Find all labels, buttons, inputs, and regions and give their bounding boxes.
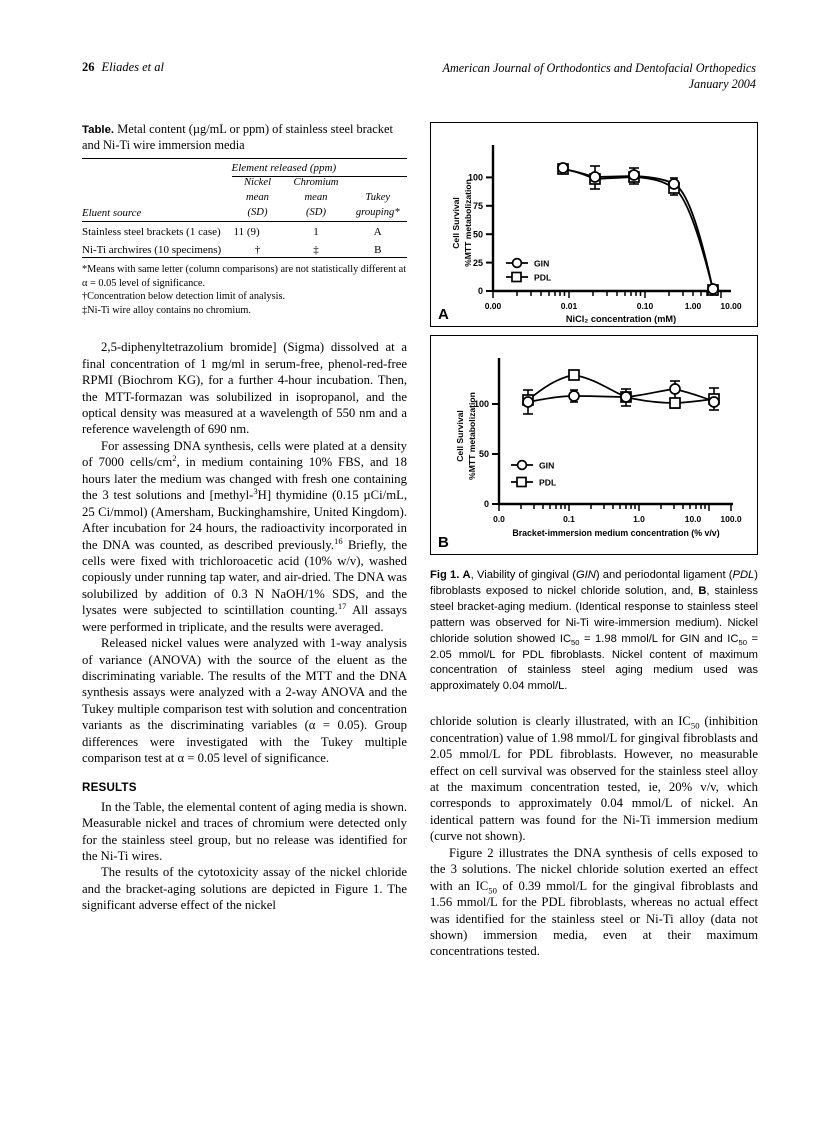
right-body-text	[430, 713, 758, 960]
legend-a-gin: GIN	[534, 258, 550, 269]
x-tick-2: 0.10	[636, 301, 654, 311]
col-header-chromium-1: Chromium	[293, 177, 339, 189]
x-tick-0: 0.00	[484, 301, 502, 311]
legend-a	[506, 259, 551, 283]
figure-1-caption	[430, 568, 758, 695]
left-column	[82, 122, 407, 914]
table-subheader-row-2	[82, 192, 407, 207]
y-tick-75: 75	[472, 201, 483, 211]
row-0-source: Stainless steel brackets (1 case)	[82, 226, 221, 239]
y-axis-label-b-line2: %MTT metabolization	[467, 392, 477, 480]
paragraph-methods-1-text: 2,5-diphenyltetrazolium bromide] (Sigma) dissolved at a final concentration of 1 mg/ml in serum-free, phenol-red-free RPMI (Biochrom KG), for a further 4-hour incubation. Then, the MTT-formazan was solubilized in isopropanol, and the optical density was measured at a wavelength of 550 nm and a reference wavelength of 690 nm.	[82, 340, 407, 437]
row-0-chromium: 1	[313, 226, 319, 239]
page-number: 26	[82, 60, 95, 74]
x-tick-b-2: 1.0	[633, 514, 645, 524]
x-tick-b-4: 100.0	[720, 514, 742, 524]
series-gin-markers-b	[523, 384, 719, 407]
table-label: Table.	[82, 124, 115, 136]
series-gin-line-a	[563, 169, 713, 290]
table-subheader-row-3	[82, 207, 407, 222]
left-body-text	[82, 339, 407, 913]
x-tick-4: 10.00	[720, 301, 742, 311]
row-0-nickel: 11 (9)	[233, 226, 260, 239]
paragraph-stats-text: Released nickel values were analyzed with 1-way analysis of variance (ANOVA) with the source of the eluent as the discriminating variable. The results of the MTT and the DNA synthesis assays were analyzed with a 2-way ANOVA and the Tukey multiple comparison test with solution and concentration variants as the discriminating variables (α = 0.05). Group differences were investigated with the Tukey multiple comparison test at α = 0.05 level of significance.	[82, 636, 407, 766]
table-subheader-row	[82, 177, 407, 192]
y-tick-b-100: 100	[473, 399, 489, 409]
col-header-chromium-2: mean	[304, 191, 328, 203]
legend-b-gin: GIN	[539, 460, 555, 471]
y-tick-50: 50	[472, 229, 483, 240]
table-caption-text: Metal content (µg/mL or ppm) of stainless steel bracket and Ni-Ti wire immersion media	[82, 122, 393, 152]
legend-b	[511, 461, 556, 488]
table-row	[82, 222, 407, 240]
y-tick-b-50: 50	[478, 449, 489, 459]
paragraph-methods-1	[82, 339, 407, 438]
issue-date: January 2004	[688, 77, 756, 92]
y-axis-label-b-line1: Cell Survival	[455, 410, 465, 462]
col-header-nickel-3: (SD)	[232, 207, 284, 222]
x-tick-b-0: 0.0	[493, 514, 505, 524]
table-caption	[82, 122, 407, 153]
y-tick-100: 100	[467, 172, 483, 183]
right-column	[430, 122, 758, 960]
table-footnote-1: †Concentration below detection limit of analysis.	[82, 291, 286, 303]
row-1-chromium: ‡	[284, 240, 349, 258]
running-head-authors: Eliades et al	[101, 60, 164, 74]
col-header-tukey-1	[349, 177, 408, 192]
table-group-header: Element released (ppm)	[232, 159, 408, 177]
y-tick-25: 25	[472, 258, 483, 268]
col-header-tukey-3: grouping*	[349, 207, 408, 222]
col-header-chromium-3: (SD)	[284, 207, 349, 222]
x-tick-b-3: 10.0	[684, 514, 702, 524]
y-tick-0: 0	[477, 286, 483, 296]
row-1-tukey: B	[349, 240, 408, 258]
row-1-nickel: †	[232, 240, 284, 258]
y-axis-label-a-line1: Cell Survival	[451, 197, 461, 249]
row-1-source: Ni-Ti archwires (10 specimens)	[82, 240, 232, 258]
table-grid	[82, 158, 407, 258]
row-0-tukey: A	[373, 226, 382, 239]
legend-b-pdl: PDL	[539, 477, 557, 488]
figure-1b-panel	[430, 335, 758, 555]
legend-a-pdl: PDL	[534, 272, 552, 283]
y-tick-b-0: 0	[483, 499, 489, 509]
table-footnote-2: ‡Ni-Ti wire alloy contains no chromium.	[82, 304, 251, 316]
running-head	[82, 60, 756, 100]
journal-title: American Journal of Orthodontics and Dentofacial Orthopedics	[442, 61, 756, 75]
col-header-eluent-source: Eluent source	[82, 207, 232, 222]
col-header-tukey-2: Tukey	[365, 191, 391, 203]
x-tick-b-1: 0.1	[563, 514, 575, 524]
figure-caption-label: Fig 1.	[430, 569, 460, 581]
panel-letter-b: B	[438, 534, 449, 551]
paragraph-results-2-text: The results of the cytotoxicity assay of the nickel chloride and the bracket-aging solutions are depicted in Figure 1. The significant adverse effect of the nickel	[82, 865, 407, 913]
paragraph-stats	[82, 635, 407, 767]
col-header-nickel-1: Nickel	[243, 177, 272, 189]
metal-content-table	[82, 122, 407, 317]
figure-1b-chart	[431, 336, 757, 554]
x-tick-1: 0.01	[560, 301, 578, 311]
figure-caption-body: A, Viability of gingival (GIN) and periodontal ligament (PDL) fibroblasts exposed to nickel chloride solution, and, B, stainless steel bracket-aging medium. (Identical response to stainless steel pattern was observed for Ni-Ti wire-immersion medium). Nickel chloride solution showed $IC_{50} = 1.98$ mmol/L for GIN and $IC_{50} = 2.05$ mmol/L for PDL fibroblasts. Nickel content of maximum concentration of stainless steel aging medium used was approximately 0.04 mmol/L.	[430, 569, 758, 693]
table-footnotes	[82, 263, 407, 317]
paragraph-right-1: chloride solution is clearly illustrated, with an $IC_{50}$ (inhibition concentration) value of 1.98 mmol/L for gingival fibroblasts and 2.05 mmol/L for PDL fibroblasts. However, no measurable effect on cell survival was observed for the stainless steel alloy at the maximum concentration tested, ie, 20% v/v, which corresponds to approximately 0.04 mmol/L of nickel. An identical pattern was found for the Ni-Ti immersion medium (curve not shown).	[430, 714, 758, 844]
results-heading: RESULTS	[82, 780, 137, 794]
paragraph-right-2: Figure 2 illustrates the DNA synthesis of cells exposed to the 3 solutions. The nickel chloride solution exerted an effect with an $IC_{50}$ of 0.39 mmol/L for the gingival fibroblasts and 1.56 mmol/L for the PDL fibroblasts, whereas no actual effect was identified for the stainless steel or Ni-Ti alloy (data not shown) immersion media, even at their maximum concentrations tested.	[430, 845, 758, 959]
figure-1a-chart	[431, 123, 757, 326]
x-axis-label-b: Bracket-immersion medium concentration (% v/v)	[512, 528, 720, 538]
col-header-nickel-2: mean	[246, 191, 269, 203]
series-pdl-line-a	[563, 169, 713, 290]
paragraph-results-1	[82, 799, 407, 865]
table-footnote-0: *Means with same letter (column comparisons) are not statistically different at α = 0.05 level of significance.	[82, 263, 407, 289]
y-axis-label-a-line2: %MTT metabolization	[463, 179, 473, 267]
table-group-header-row	[82, 159, 407, 177]
panel-letter-a: A	[438, 306, 449, 323]
paragraph-results-1-text: In the Table, the elemental content of aging media is shown. Measurable nickel and traces of chromium were detected only for the stainless steel group, but no release was identified for the Ni-Ti wires.	[82, 799, 407, 863]
x-axis-label-a: NiCl₂ concentration (mM)	[565, 314, 677, 324]
paragraph-results-2	[82, 864, 407, 913]
figure-1a-panel	[430, 122, 758, 327]
running-head-left	[82, 60, 164, 75]
paragraph-methods-2: For assessing DNA synthesis, cells were plated at a density of 7000 cells/$cm^2$, in medium containing 10% FBS, and 18 hours later the medium was changed with fresh one containing the 3 test solutions and [methyl-$^3$H] thymidine (0.15 µCi/mL, 25 Ci/mmol) (Amersham, Buckinghamshire, United Kingdom). After incubation for 24 hours, the radioactivity incorporated in the DNA was counted, as described previously.$^{16}$ Briefly, the cells were fixed with trichloroacetic acid (10% w/v), washed copiously under running tap water, and air-dried. The DNA was solubilized by addition of 0.3 N NaOH/1% SDS, and the lysates were subjected to scintillation counting.$^{17}$ All assays were performed in triplicate, and the results were averaged.	[82, 438, 407, 634]
table-row	[82, 240, 407, 258]
x-tick-3: 1.00	[684, 301, 702, 311]
running-head-right	[443, 60, 756, 93]
